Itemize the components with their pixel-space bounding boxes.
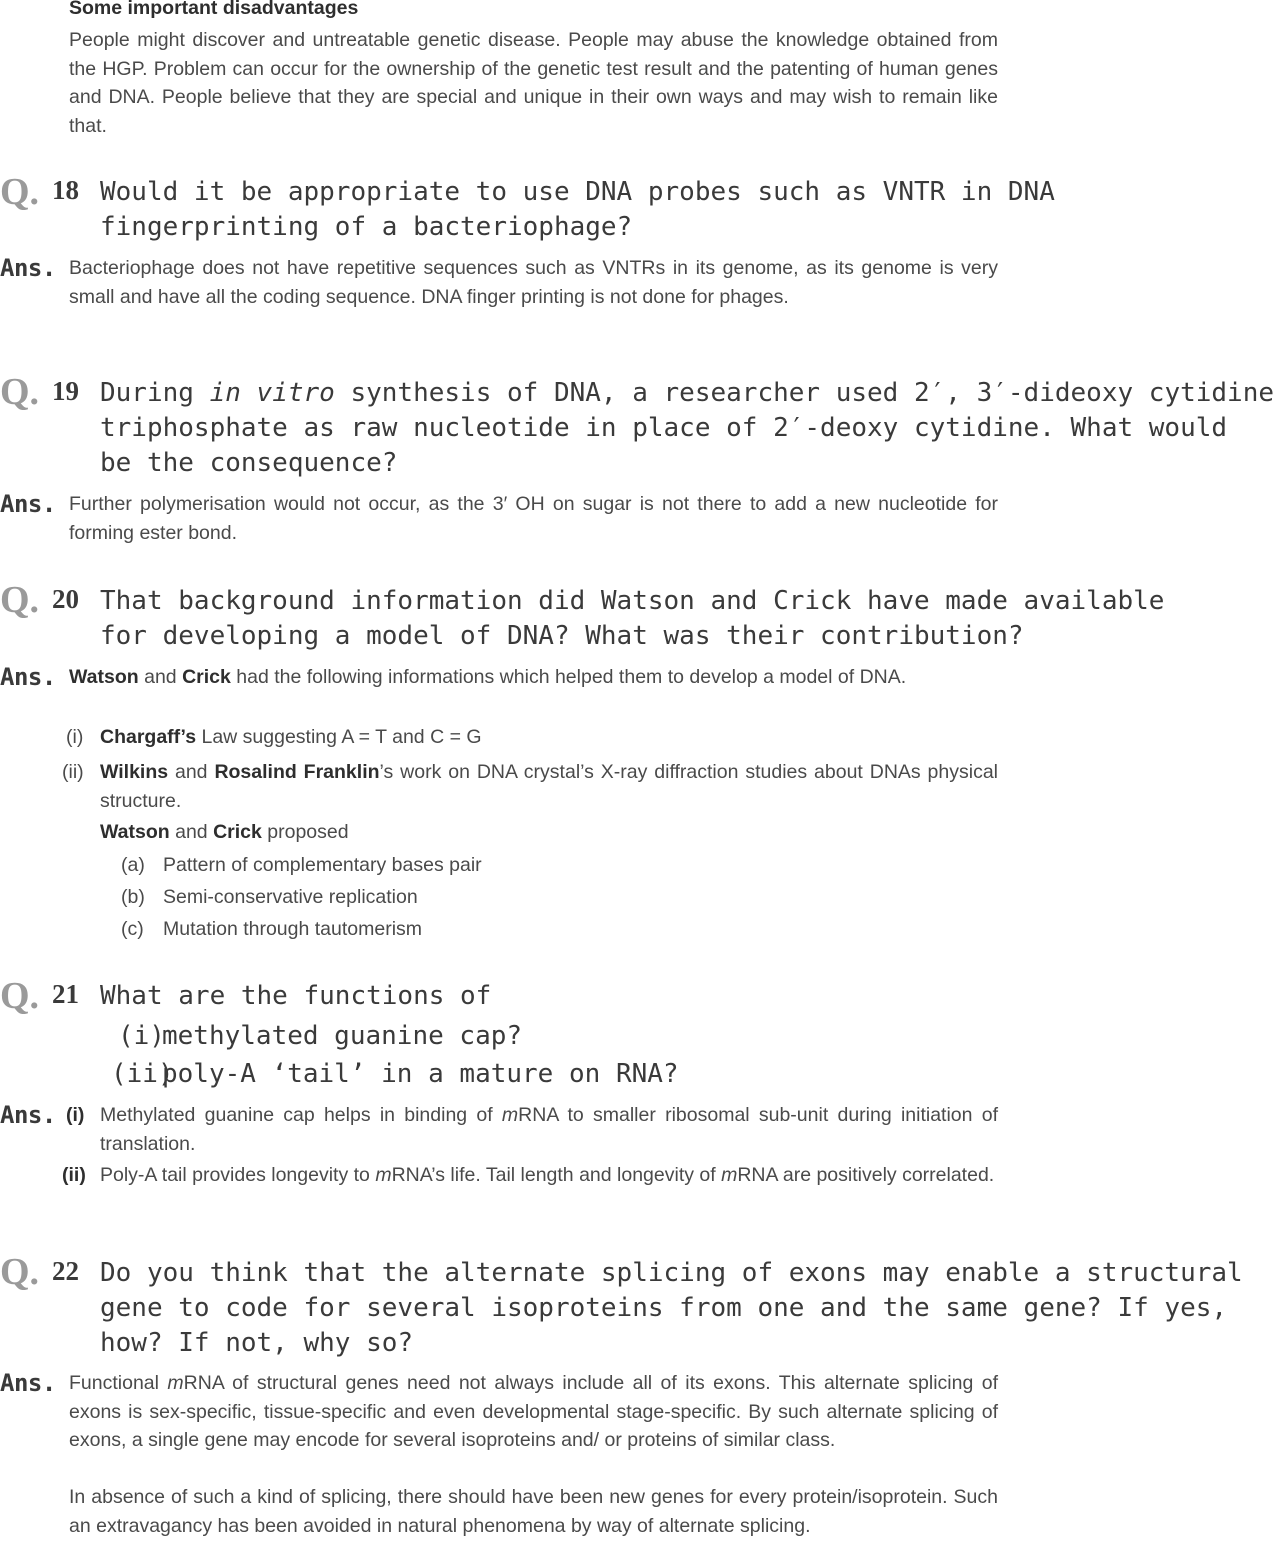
list-marker: (ii)	[62, 761, 84, 783]
question-marker-ii: (ii)	[111, 1059, 174, 1089]
question-text	[100, 173, 1055, 243]
answer-label: Ans.	[0, 1101, 56, 1129]
answer-text: Further polymerisation would not occur, as the 3′ OH on sugar is not there to add a new nucleotide for forming ester bond.	[69, 493, 998, 544]
answer-label: Ans.	[0, 254, 56, 282]
question-number: 19	[52, 376, 79, 406]
question-fragment: During	[100, 378, 210, 408]
answer-label: Ans.	[0, 1369, 56, 1397]
question-text	[100, 374, 1274, 479]
italic-m: m	[167, 1372, 184, 1394]
question-line: poly-A ‘tail’ in a mature on RNA?	[162, 1059, 679, 1089]
question-number: 18	[52, 175, 79, 205]
question-text	[100, 1254, 1243, 1359]
question-marker: Q.	[0, 975, 40, 1017]
bold-term: Watson	[69, 666, 139, 688]
italic-m: m	[375, 1164, 392, 1186]
question-marker-i: (i)	[118, 1021, 165, 1051]
section-heading: Some important disadvantages	[69, 0, 359, 19]
list-item	[100, 758, 998, 815]
text-fragment: Functional	[69, 1372, 168, 1394]
text-fragment: RNA are positively correlated.	[737, 1164, 995, 1186]
list-item: Pattern of complementary bases pair	[163, 854, 482, 876]
question-line	[100, 374, 1274, 409]
question-line: That background information did Watson and Crick have made available	[100, 586, 1165, 616]
question-marker: Q.	[0, 371, 40, 413]
bold-term: Wilkins	[100, 761, 169, 783]
answer-text	[69, 663, 998, 692]
bold-term: Chargaff’s	[100, 726, 197, 748]
list-marker: (a)	[121, 854, 145, 876]
intro-paragraph: People might discover and untreatable genetic disease. People may abuse the knowledge obtained from the HGP. Problem can occur for the ownership of the genetic test result and the patenting of human genes and DNA. People believe that they are special and unique in their own ways and may wish to remain like that.	[69, 29, 998, 137]
question-marker: Q.	[0, 579, 40, 621]
text-fragment: Methylated guanine cap helps in binding of	[100, 1104, 502, 1126]
question-number: 21	[52, 979, 79, 1009]
answer-text	[69, 1369, 998, 1455]
answer-text: In absence of such a kind of splicing, there should have been new genes for every protein/isoprotein. Such an extravagancy has been avoided in natural phenomena by way of alternate splicing.	[69, 1486, 998, 1537]
text-fragment: ’s work on DNA crystal’s X-ray diffraction studies about DNAs physical structure.	[100, 761, 999, 812]
list-marker: (i)	[66, 1104, 85, 1126]
question-number: 20	[52, 584, 79, 614]
list-item	[100, 1161, 998, 1190]
list-item	[100, 723, 998, 752]
question-marker: Q.	[0, 1251, 40, 1293]
text-fragment: proposed	[261, 821, 349, 843]
question-line: Do you think that the alternate splicing of exons may enable a structural	[100, 1258, 1243, 1288]
question-fragment: synthesis of DNA, a researcher used 2′, 3′-dideoxy cytidine	[334, 378, 1274, 408]
text-fragment: and	[138, 666, 183, 688]
text-fragment: RNA of structural genes need not always include all of its exons. This alternate splicing of exons is sex-specific, tissue-specific and even developmental stage-specific. By such alternate splicing of exons, a single gene may encode for several isoproteins and/ or proteins of similar class.	[69, 1372, 998, 1451]
text-fragment: Poly-A tail provides longevity to	[100, 1164, 376, 1186]
proposed-line	[100, 818, 998, 847]
text-fragment: Law suggesting A = T and C = G	[196, 726, 482, 748]
question-line: methylated guanine cap?	[162, 1021, 523, 1051]
answer-label: Ans.	[0, 663, 56, 691]
answer-label: Ans.	[0, 490, 56, 518]
text-fragment: had the following informations which helped them to develop a model of DNA.	[230, 666, 907, 688]
text-fragment: and	[169, 821, 214, 843]
list-marker: (c)	[121, 918, 144, 940]
question-line: how? If not, why so?	[100, 1328, 414, 1358]
bold-term: Watson	[100, 821, 170, 843]
bold-term: Rosalind Franklin	[214, 761, 380, 783]
question-line: for developing a model of DNA? What was their contribution?	[100, 621, 1024, 651]
question-text	[100, 582, 1165, 652]
question-line: gene to code for several isoproteins from one and the same gene? If yes,	[100, 1293, 1228, 1323]
question-line: What are the functions of	[100, 981, 492, 1011]
list-marker: (b)	[121, 886, 145, 908]
list-item	[100, 1101, 998, 1158]
question-line: be the consequence?	[100, 448, 398, 478]
list-marker: (i)	[66, 726, 84, 748]
question-marker: Q.	[0, 171, 40, 213]
text-fragment: RNA’s life. Tail length and longevity of	[391, 1164, 722, 1186]
answer-text: Bacteriophage does not have repetitive sequences such as VNTRs in its genome, as its genome is very small and have all the coding sequence. DNA finger printing is not done for phages.	[69, 257, 998, 308]
italic-m: m	[501, 1104, 519, 1126]
question-line: triphosphate as raw nucleotide in place of 2′-deoxy cytidine. What would	[100, 413, 1228, 443]
question-line: fingerprinting of a bacteriophage?	[100, 212, 633, 242]
italic-m: m	[721, 1164, 738, 1186]
list-marker: (ii)	[62, 1164, 86, 1186]
question-line: Would it be appropriate to use DNA probes such as VNTR in DNA	[100, 177, 1055, 207]
question-italic: in vitro	[209, 378, 335, 408]
list-item: Mutation through tautomerism	[163, 918, 423, 940]
text-fragment: RNA to smaller ribosomal sub-unit during initiation of translation.	[100, 1104, 998, 1155]
bold-term: Crick	[182, 666, 231, 688]
question-number: 22	[52, 1256, 79, 1286]
text-fragment: and	[168, 761, 215, 783]
list-item: Semi-conservative replication	[163, 886, 418, 908]
bold-term: Crick	[213, 821, 262, 843]
